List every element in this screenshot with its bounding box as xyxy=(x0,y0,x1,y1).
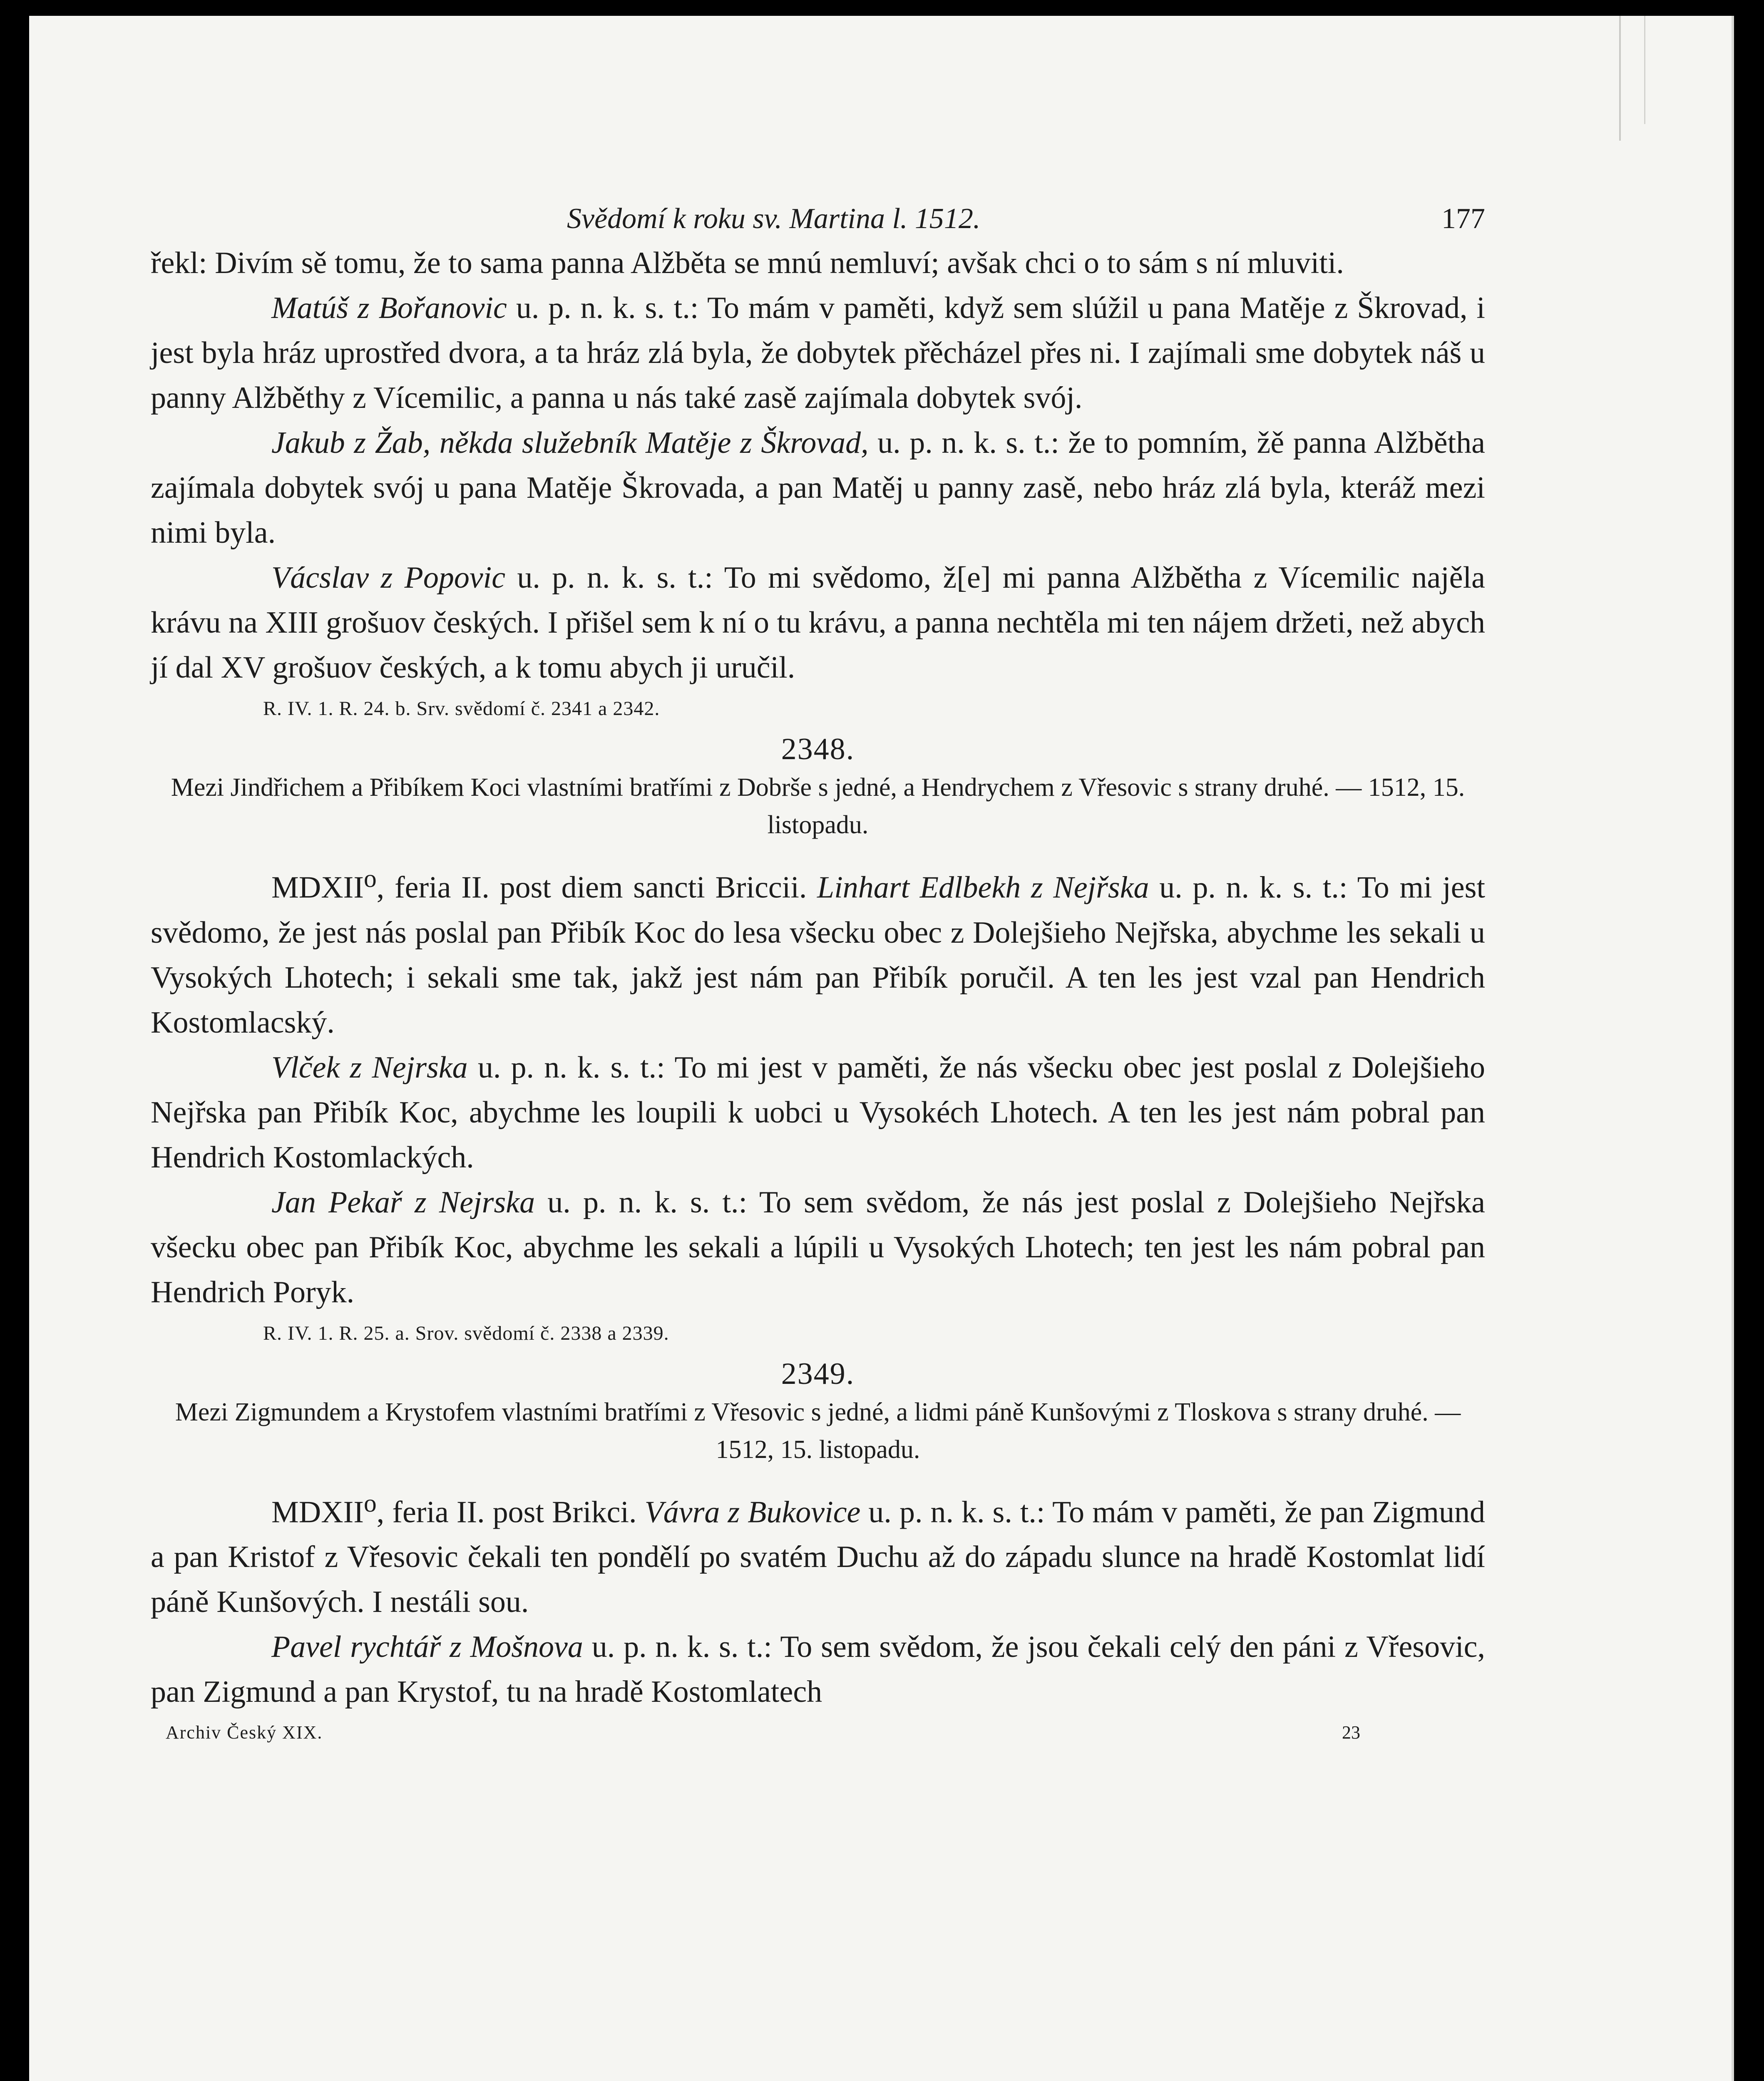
paragraph-text: u. p. n. k. s. t.: To mi svědomo, ž[e] mi panna Alžbětha z Vícemilic najěla krávu na XIII grošuov českých. I přišel sem k ní o tu krávu, a panna nechtěla mi ten nájem držeti, než abych jí dal XV grošuov českých, a k tomu abych ji uručil. xyxy=(151,561,1485,685)
signature-mark: Archiv Český XIX. xyxy=(166,1722,323,1743)
paragraph xyxy=(151,1481,1485,1625)
witness-name: Jakub z Žab, někda služebník Matěje z Škrovad, xyxy=(271,426,869,460)
paragraph xyxy=(151,856,1485,1045)
page-content xyxy=(151,191,1485,1752)
section-2347-continued xyxy=(151,241,1485,690)
witness-name: Linhart Edlbekh z Nejřska xyxy=(817,870,1149,905)
date-roman: MDXII xyxy=(271,1495,364,1530)
page xyxy=(29,16,1734,2081)
running-title: Svědomí k roku sv. Martina l. 1512. xyxy=(567,203,981,235)
paragraph-text: u. p. n. k. s. t.: To sem svědom, že nás jest poslal z Dolejšieho Nejřska všecku obec pan Přibík Koc, abychme les sekali a lúpili u Vysokých Lhotech; ten jest les nám pobral pan Hendrich Poryk. xyxy=(151,1185,1485,1309)
page-number: 177 xyxy=(1441,203,1485,235)
date-text: , feria II. post Brikci. xyxy=(376,1495,645,1530)
document-number: 2349. xyxy=(781,1356,855,1391)
date-roman: MDXII xyxy=(271,870,364,905)
date-superscript: o xyxy=(363,1489,377,1517)
paragraph xyxy=(151,1045,1485,1180)
source-reference: R. IV. 1. R. 25. a. Srov. svědomí č. 2338 a 2339. xyxy=(263,1322,669,1344)
page-crease xyxy=(1644,16,1645,124)
paragraph xyxy=(151,420,1485,555)
page-header xyxy=(151,191,1485,241)
paragraph xyxy=(151,1180,1485,1315)
witness-name: Matúš z Bořanovic xyxy=(271,291,507,325)
paragraph-text: u. p. n. k. s. t.: To mi jest svědomo, že jest nás poslal pan Přibík Koc do lesa všecku obec z Dolejšieho Nejřska, abychme les sekali u Vysokých Lhotech; i sekali sme tak, jakž jest nám pan Přibík poručil. A ten les jest vzal pan Hendrich Kostomlacský. xyxy=(151,870,1486,1040)
date-superscript: o xyxy=(363,864,377,893)
sheet-number: 23 xyxy=(1342,1722,1360,1743)
paragraph-text: u. p. n. k. s. t.: To mám v paměti, když sem slúžil u pana Matěje z Škrovad, i jest byla hráz uprostřed dvora, a ta hráz zlá byla, že dobytek přěcházel přes ni. I zajímali sme dobytek náš u panny Alžběthy z Vícemilic, a panna u nás také zasě zajímala dobytek svój. xyxy=(151,291,1485,415)
paragraph: řekl: Divím sě tomu, že to sama panna Alžběta se mnú nemluví; avšak chci o to sám s ní mluviti. xyxy=(151,246,1344,280)
paragraph-text: u. p. n. k. s. t.: To mám v paměti, že pan Zigmund a pan Kristof z Vřesovic čekali ten pondělí po svatém Duchu až do západu slunce na hradě Kostomlat lidí páně Kunšových. I nestáli sou. xyxy=(151,1495,1486,1619)
paragraph xyxy=(151,1624,1485,1714)
witness-name: Vlček z Nejrska xyxy=(271,1050,468,1085)
witness-name: Jan Pekař z Nejrska xyxy=(271,1185,535,1219)
paragraph xyxy=(151,286,1485,420)
document-regest: Mezi Jindřichem a Přibíkem Koci vlastními bratřími z Dobrše s jedné, a Hendrychem z Vřesovic s strany druhé. — 1512, 15. listopadu. xyxy=(171,773,1465,839)
page-footer xyxy=(151,1718,1485,1752)
page-crease xyxy=(1619,16,1621,141)
paragraph-text: u. p. n. k. s. t.: To sem svědom, že jsou čekali celý den páni z Vřesovic, pan Zigmund a pan Krystof, tu na hradě Kostomlatech xyxy=(151,1630,1485,1709)
date-text: , feria II. post diem sancti Briccii. xyxy=(376,870,817,905)
witness-name: Vávra z Bukovice xyxy=(644,1495,861,1530)
witness-name: Pavel rychtář z Mošnova xyxy=(271,1630,583,1664)
document-2348-body xyxy=(151,856,1485,1315)
source-reference: R. IV. 1. R. 24. b. Srv. svědomí č. 2341 a 2342. xyxy=(263,698,660,720)
paragraph-text: u. p. n. k. s. t.: že to pomním, žě panna Alžbětha zajímala dobytek svój u pana Matěje Škrovada, a pan Matěj u panny zasě, nebo hráz zlá byla, kteráž mezi nimi byla. xyxy=(151,426,1485,550)
witness-name: Vácslav z Popovic xyxy=(271,561,506,595)
paragraph xyxy=(151,555,1485,690)
document-number: 2348. xyxy=(781,732,855,766)
document-2349-body xyxy=(151,1481,1485,1715)
document-regest: Mezi Zigmundem a Krystofem vlastními bratřími z Vřesovic s jedné, a lidmi páně Kunšovými z Tloskova s strany druhé. — 1512, 15. listopadu. xyxy=(175,1398,1461,1464)
paragraph-text: u. p. n. k. s. t.: To mi jest v paměti, že nás všecku obec jest poslal z Dolejšieho Nejřska pan Přibík Koc, abychme les loupili k uobci u Vysokéch Lhotech. A ten les jest nám pobral pan Hendrich Kostomlackých. xyxy=(151,1050,1485,1175)
